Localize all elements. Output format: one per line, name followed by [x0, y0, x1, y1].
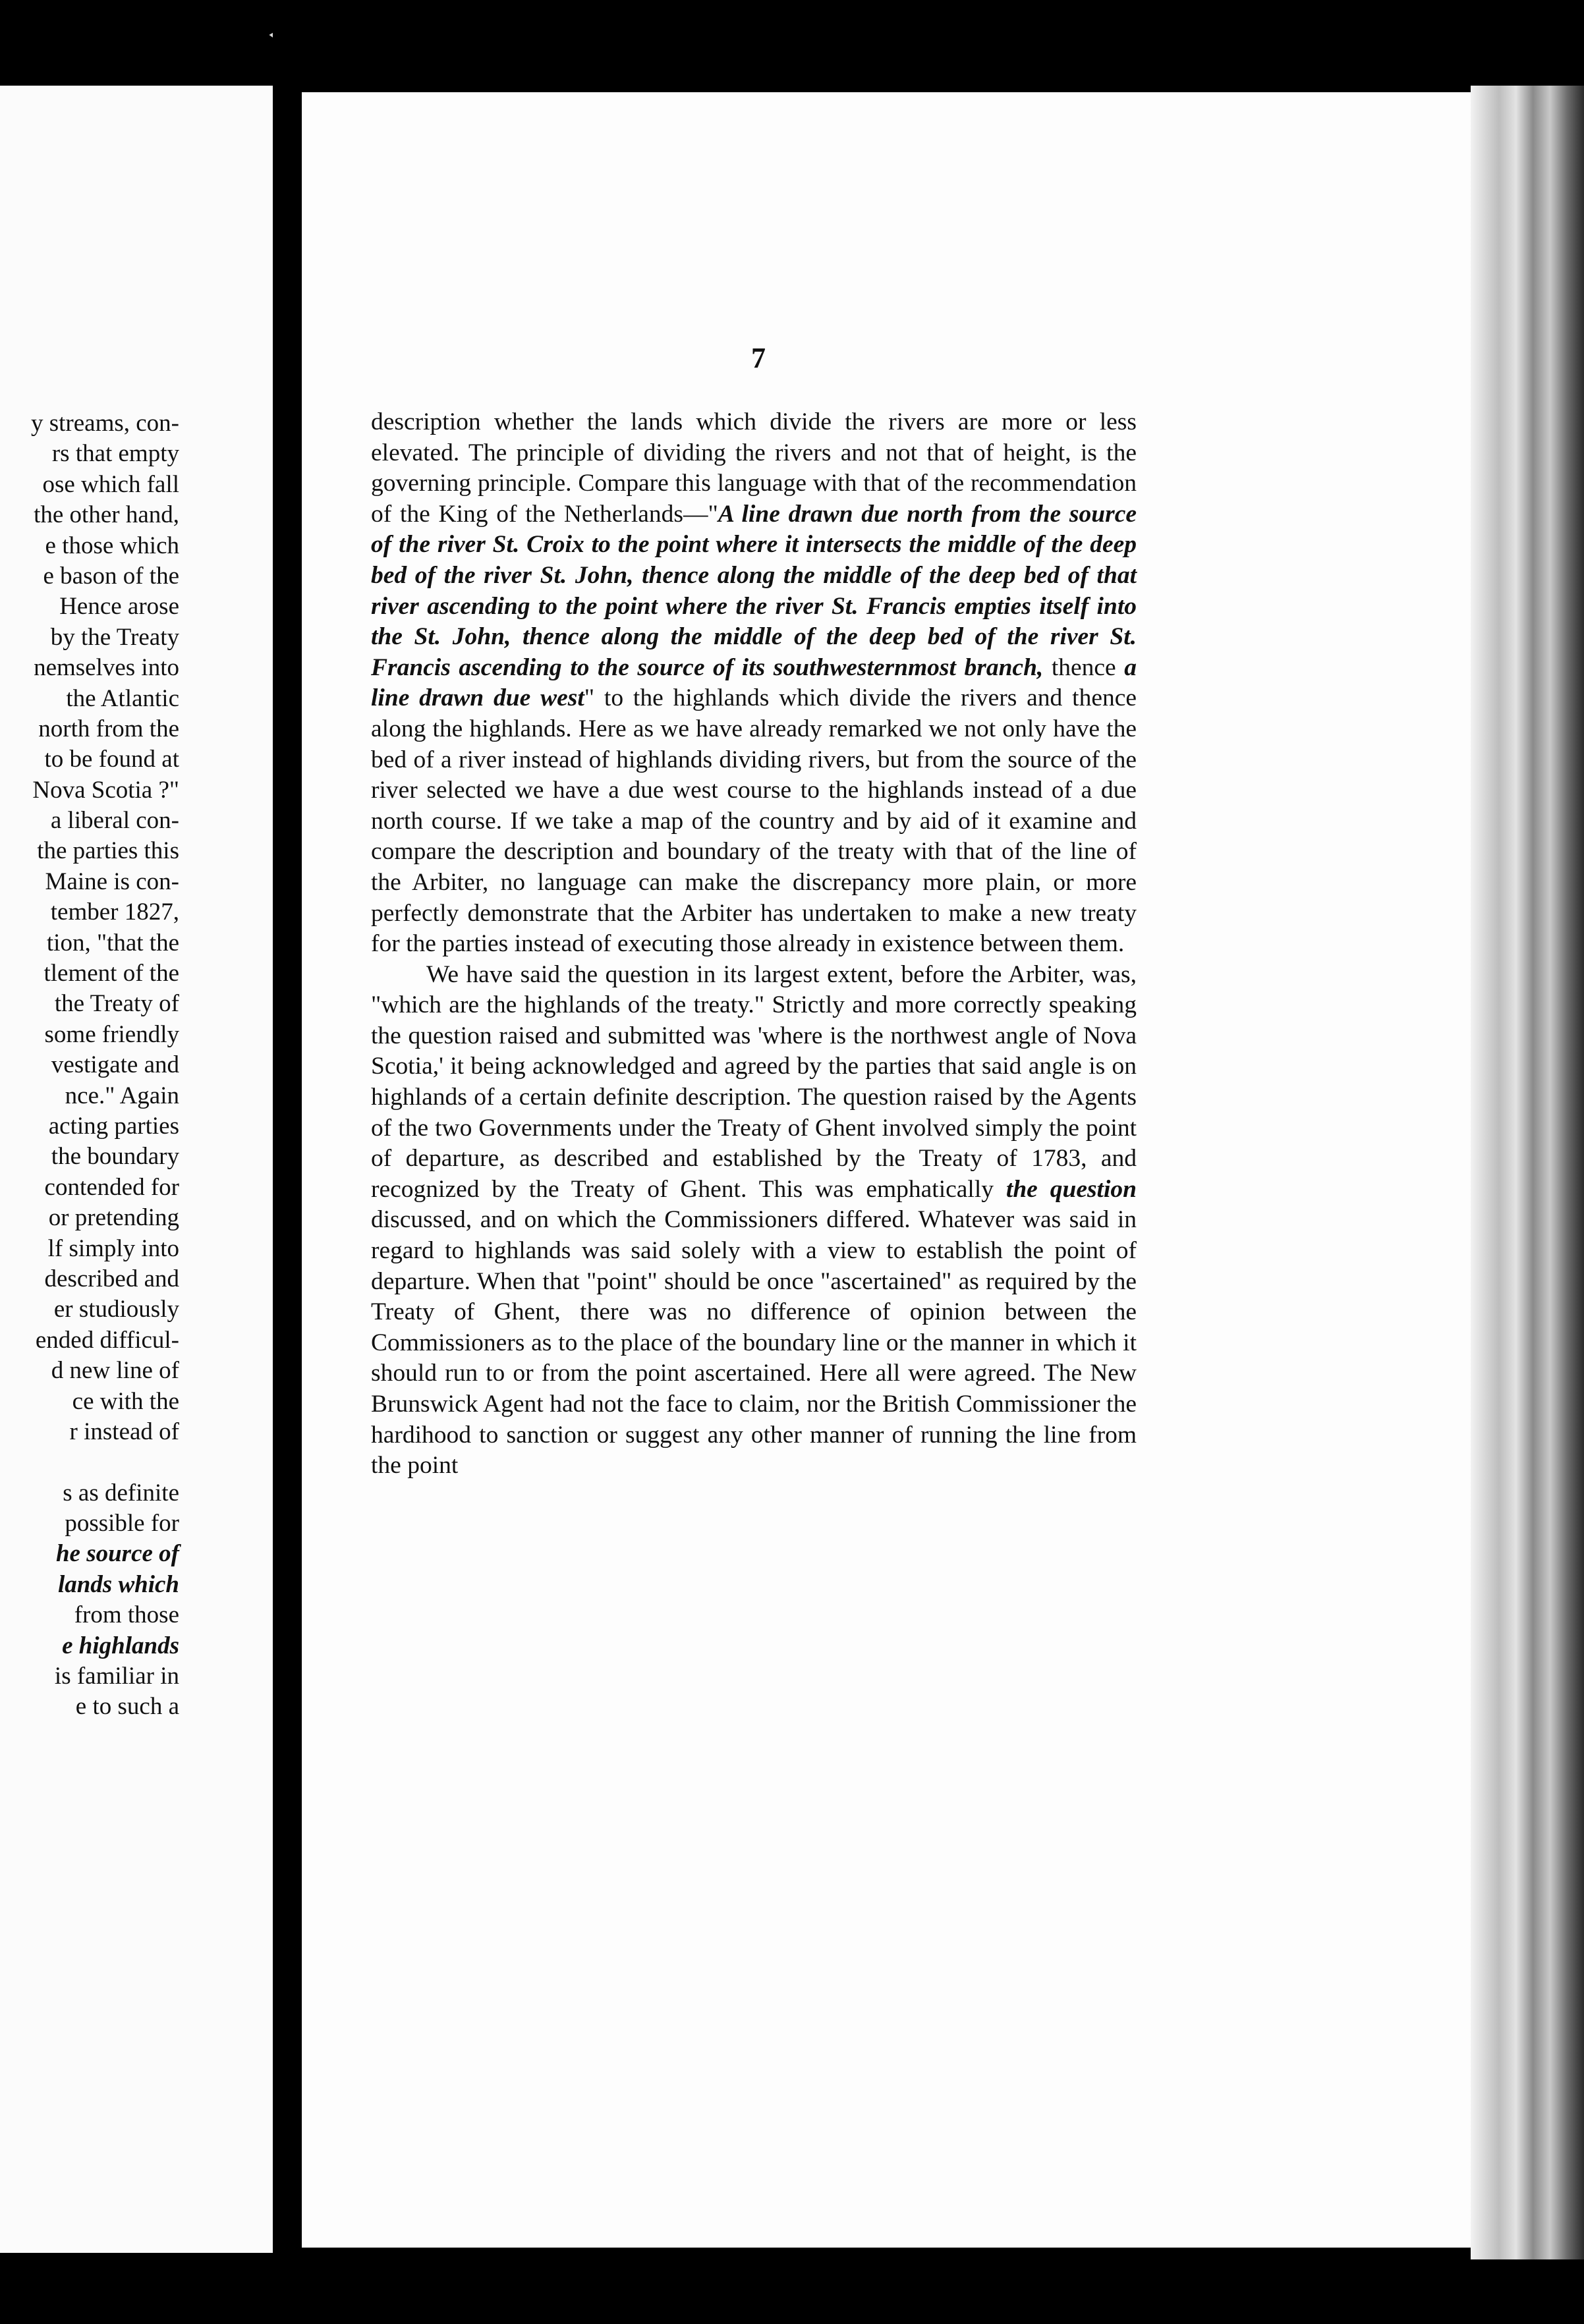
left-page-line: e to such a — [75, 1693, 179, 1721]
left-page-line: a liberal con- — [50, 807, 179, 835]
left-facing-page — [0, 86, 273, 2253]
paragraph-2-text: We have said the question in its largest extent, before the Arbiter, was, "which are the highlands of the treaty." Strictly and more correctly speaking the question raised and submitted was 'where is the northwest angle of Nova Scotia,' it being acknowledged and agreed by the parties that said angle is on highlands of a certain definite description. The question raised by the Agents of the two Governments under the Treaty of Ghent involved simply the point of departure, as described and established by the Treaty of 1783, and recognized by the Treaty of Ghent. This was emphatically — [371, 960, 1137, 1203]
left-page-line: north from the — [38, 715, 179, 742]
left-page-line: he source of — [55, 1540, 179, 1568]
page-gutter — [273, 0, 302, 2324]
left-page-line: by the Treaty — [50, 623, 179, 651]
left-page-line: some friendly — [44, 1020, 179, 1048]
left-page-line: er studiously — [53, 1296, 179, 1323]
left-page-line: rs that empty — [51, 440, 179, 468]
left-page-line: ose which fall — [42, 470, 179, 498]
paragraph-1-connector: thence — [1043, 653, 1125, 681]
paragraph-2-emphasis: the question — [1005, 1175, 1137, 1203]
left-page-line: s as definite — [63, 1479, 179, 1507]
left-page-line: is familiar in — [54, 1663, 179, 1690]
paragraph-1-quote: A line drawn due north from the source of the river St. Croix to the point where it intersects the middle of the deep bed of the river St. John, thence along the middle of the deep bed of that river ascending to the point where the river St. Francis empties itself into the St. John, thence along the middle of the deep bed of the river St. Francis ascending to the source of its southwesternmost branch, — [371, 500, 1137, 681]
left-page-line: e those which — [45, 532, 179, 559]
left-page-line: ended difficul- — [35, 1326, 179, 1354]
left-page-line: Nova Scotia ?" — [32, 776, 179, 804]
left-page-gap — [0, 1447, 179, 1478]
left-page-line: Maine is con- — [45, 868, 179, 895]
left-page-text — [0, 408, 179, 1723]
paragraph-2 — [371, 960, 1137, 1481]
paragraph-1-text: description whether the lands which divide the rivers are more or less elevated. The principle of dividing the rivers and not that of height, is the governing principle. Compare this language with that of the recommendation of the King of the Netherlands—" — [371, 408, 1137, 528]
page-number: 7 — [751, 342, 766, 374]
paragraph-1 — [371, 407, 1137, 960]
left-page-line: lands which — [57, 1570, 179, 1598]
left-page-line: tember 1827, — [50, 899, 179, 926]
left-page-line: nce." Again — [65, 1082, 179, 1109]
left-page-line: acting parties — [48, 1112, 179, 1140]
body-text — [371, 407, 1137, 1481]
paragraph-1-quote-2: a line drawn due west — [371, 653, 1137, 712]
left-page-line: possible for — [65, 1510, 179, 1537]
left-page-line: Hence arose — [59, 593, 179, 621]
left-page-line: to be found at — [44, 746, 179, 773]
left-page-line: the Treaty of — [54, 990, 179, 1018]
page-edge-stack — [1471, 86, 1584, 2259]
left-page-line: the parties this — [37, 837, 179, 865]
left-page-line: tlement of the — [43, 960, 179, 987]
left-page-line: from those — [74, 1601, 179, 1629]
left-page-line: or pretending — [48, 1204, 179, 1232]
left-page-line: e bason of the — [43, 562, 179, 590]
left-page-line: nemselves into — [34, 654, 179, 682]
left-page-line: d new line of — [51, 1357, 179, 1385]
left-page-line: the boundary — [51, 1143, 179, 1171]
left-page-line: ce with the — [72, 1387, 179, 1415]
left-page-line: the Atlantic — [66, 684, 179, 712]
left-page-line: y streams, con- — [30, 410, 179, 437]
left-page-line: vestigate and — [51, 1051, 179, 1079]
left-page-line: tion, "that the — [46, 929, 179, 956]
left-page-line: contended for — [44, 1173, 179, 1201]
paragraph-2-text-end: discussed, and on which the Commissioners differed. Whatever was said in regard to highlands was said solely with a view to establish the point of departure. When that "point" should be once "ascertained" as required by the Treaty of Ghent, there was no difference of opinion between the Commissioners as to the place of the boundary line or the manner in which it should run to or from the point ascertained. Here all were agreed. The New Brunswick Agent had not the face to claim, nor the British Commissioner the hardihood to sanction or suggest any other manner of running the line from the point — [371, 1206, 1137, 1480]
left-page-line: e highlands — [62, 1632, 179, 1659]
paragraph-1-text-end: " to the highlands which divide the rivers and thence along the highlands. Here as we have already remarked we not only have the bed of a river instead of highlands dividing rivers, but from the source of the river selected we have a due west course to the highlands instead of a due north course. If we take a map of the country and by aid of it examine and compare the description and boundary of the treaty with that of the line of the Arbiter, no language can make the discrepancy more plain, or more perfectly demonstrate that the Arbiter has undertaken to make a new treaty for the parties instead of executing those already in existence between them. — [371, 684, 1137, 958]
left-page-line: described and — [44, 1265, 179, 1292]
left-page-line: lf simply into — [47, 1234, 179, 1262]
left-page-line: the other hand, — [34, 501, 179, 529]
left-page-line: r instead of — [69, 1418, 179, 1445]
